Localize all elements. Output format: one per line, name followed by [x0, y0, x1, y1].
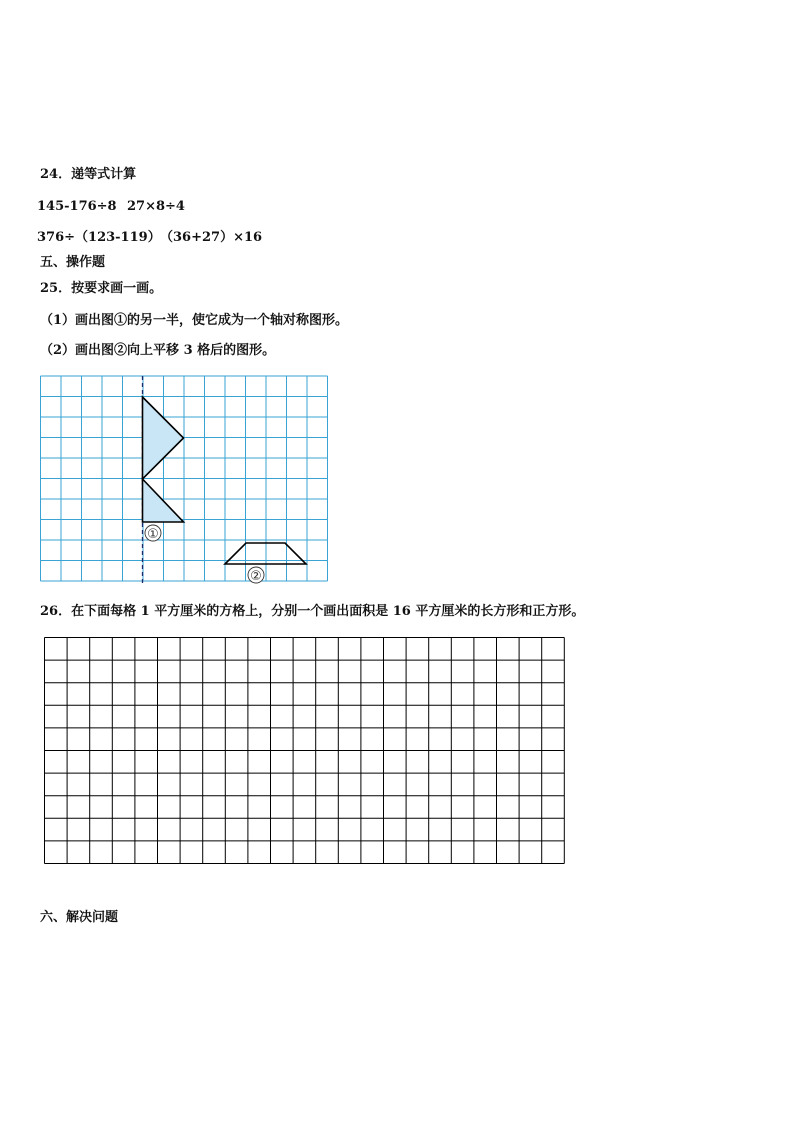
section5-title: 五、操作题	[40, 255, 106, 270]
q25-grid[interactable]	[40, 375, 328, 587]
q25-title: 25．按要求画一画。	[40, 281, 163, 296]
q24-expr-2: 27×8÷4	[127, 199, 185, 214]
q25-grid-lines	[41, 376, 328, 581]
figure-2-label: ②	[250, 569, 262, 584]
q26-grid-lines	[45, 638, 565, 864]
q25-part2: （2）画出图②向上平移 3 格后的图形。	[40, 343, 276, 358]
section6-title: 六、解决问题	[40, 910, 119, 925]
q24-expr-4: （36+27）×16	[160, 230, 263, 245]
q25-part1: （1）画出图①的另一半，使它成为一个轴对称图形。	[40, 313, 349, 328]
q24-expr-1: 145-176÷8	[37, 199, 117, 214]
q24-title: 24．递等式计算	[40, 167, 137, 182]
q26-title: 26．在下面每格 1 平方厘米的方格上，分别一个画出面积是 16 平方厘米的长方形和正方形。	[40, 604, 585, 619]
q24-expr-3: 376÷（123-119）	[37, 230, 161, 245]
q26-grid[interactable]	[44, 637, 568, 866]
figure-1-label: ①	[147, 527, 159, 542]
